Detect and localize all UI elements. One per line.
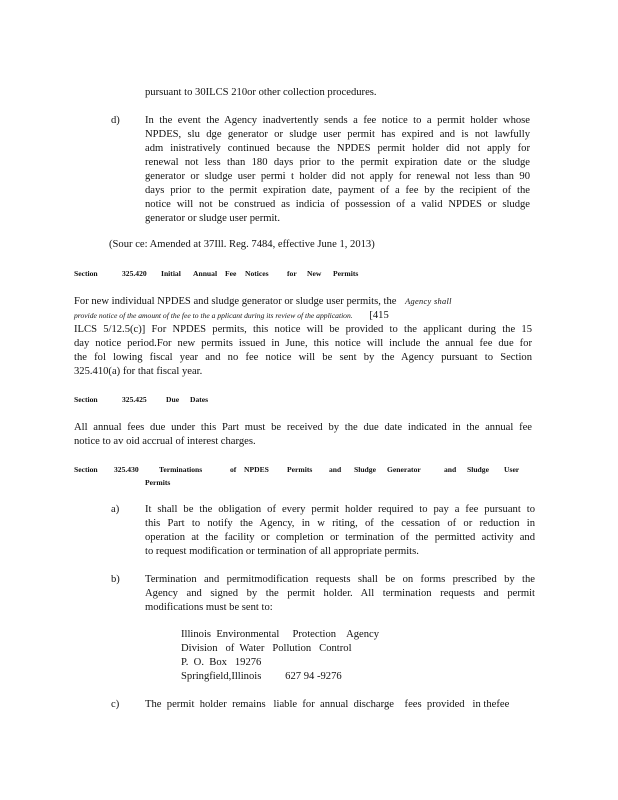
paragraph-c-line: The permit holder remains liable for annual discharge fees provided in thefee xyxy=(145,699,510,710)
heading-word: Section xyxy=(74,269,98,278)
body-line: All annual fees due under this Part must be received by the due date indicated in the annual fee xyxy=(74,422,532,433)
heading-word: New xyxy=(307,269,322,278)
paragraph-d-line: adm inistratively continued because the NPDES permit holder did not apply for xyxy=(145,143,530,154)
paragraph-c-label: c) xyxy=(111,699,120,710)
paragraph-a xyxy=(145,503,535,559)
body-line: notice to av oid accrual of interest charges. xyxy=(74,436,256,447)
body-line xyxy=(74,295,532,309)
paragraph-b-line: modifications must be sent to: xyxy=(145,602,273,613)
body-line: 325.410(a) for that fiscal year. xyxy=(74,366,203,377)
heading-word: Sludge xyxy=(467,465,489,474)
heading-word: 325.420 xyxy=(122,269,147,278)
paragraph-d-line: days prior to the permit expiration date, payment of a fee by the recipient of the xyxy=(145,185,530,196)
paragraph-b-line: Termination and permitmodification requests shall be on forms prescribed by the xyxy=(145,574,535,585)
paragraph-d-line: generator or sludge user permi t holder did not apply for renewal not less than 90 xyxy=(145,171,530,182)
heading-word: NPDES xyxy=(244,465,269,474)
source-note: (Sour ce: Amended at 37Ill. Reg. 7484, effective June 1, 2013) xyxy=(109,239,375,250)
heading-word: Generator xyxy=(387,465,421,474)
paragraph-d-label: d) xyxy=(111,115,120,126)
paragraph-a-label: a) xyxy=(111,504,120,515)
paragraph-d-line: generator or sludge user permit. xyxy=(145,213,281,224)
statutory-quote: Agency shall xyxy=(405,297,452,306)
section-325-420-body xyxy=(74,295,532,379)
body-line: day notice period.For new permits issued in June, this notice will include the annual fee due for xyxy=(74,338,532,349)
body-line xyxy=(74,309,532,323)
paragraph-d-line: NPDES, slu dge generator or sludge user permit has expired and is not lawfully xyxy=(145,129,530,140)
body-text: For new individual NPDES and sludge generator or sludge user permits, the xyxy=(74,296,397,307)
heading-word: Sludge xyxy=(354,465,376,474)
heading-word: Annual xyxy=(193,269,218,278)
heading-word: User xyxy=(504,465,520,474)
paragraph-c xyxy=(145,698,513,712)
heading-word: Terminations xyxy=(159,465,203,474)
section-325-425-heading xyxy=(74,394,208,406)
paragraph-b-label: b) xyxy=(111,574,120,585)
body-line: ILCS 5/12.5(c)] For NPDES permits, this notice will be provided to the applicant during the 15 xyxy=(74,324,532,335)
heading-word: for xyxy=(287,269,297,278)
address-line: Illinois Environmental Protection Agency xyxy=(181,629,380,640)
heading-word: Section xyxy=(74,395,98,404)
heading-word: Notices xyxy=(245,269,269,278)
heading-word: and xyxy=(329,465,342,474)
paragraph-a-line: this Part to notify the Agency, in w riting, of the cessation of or reduction in xyxy=(145,518,535,529)
heading-word: Permits xyxy=(145,478,171,487)
body-line: the fol lowing fiscal year and no fee notice will be sent by the Agency pursuant to Section xyxy=(74,352,532,363)
heading-word: Initial xyxy=(161,269,181,278)
paragraph-d-line: notice will not be construed as indicia of possession of a valid NPDES or sludge xyxy=(145,199,530,210)
address-line: Division of Water Pollution Control xyxy=(181,643,352,654)
heading-word: Due xyxy=(166,395,180,404)
paragraph-a-line: It shall be the obligation of every permit holder required to pay a fee pursuant to xyxy=(145,504,535,515)
heading-word: 325.425 xyxy=(122,395,147,404)
paragraph-b-line: Agency and signed by the permit holder. All termination requests and permit xyxy=(145,588,535,599)
section-325-430-heading xyxy=(74,464,519,476)
heading-word: and xyxy=(444,465,457,474)
heading-word: Fee xyxy=(225,269,237,278)
heading-word: of xyxy=(230,465,237,474)
statutory-quote: provide notice of the amount of the fee to the a pplicant during its review of the application. xyxy=(74,311,353,320)
heading-word: Dates xyxy=(190,395,209,404)
paragraph-c-continuation: pursuant to 30ILCS 210or other collection procedures. xyxy=(145,87,377,98)
heading-word: 325.430 xyxy=(114,465,139,474)
mailing-address xyxy=(181,628,379,684)
section-325-430-heading-line-2 xyxy=(145,477,170,489)
paragraph-a-line: to request modification or termination of all appropriate permits. xyxy=(145,546,419,557)
body-text: [415 xyxy=(369,310,389,321)
paragraph-b xyxy=(145,573,535,615)
paragraph-d xyxy=(145,114,530,226)
paragraph-a-line: operation at the facility or completion or termination of the permitted activity and xyxy=(145,532,535,543)
heading-word: Permits xyxy=(333,269,359,278)
section-325-425-body xyxy=(74,421,532,449)
paragraph-d-line: In the event the Agency inadvertently sends a fee notice to a permit holder whose xyxy=(145,115,530,126)
address-line: Springfield,Illinois 627 94 -9276 xyxy=(181,671,342,682)
heading-word: Section xyxy=(74,465,98,474)
section-325-420-heading xyxy=(74,268,358,280)
paragraph-d-line: renewal not less than 180 days prior to the permit expiration date or the sludge xyxy=(145,157,530,168)
address-line: P. O. Box 19276 xyxy=(181,657,262,668)
heading-word: Permits xyxy=(287,465,313,474)
